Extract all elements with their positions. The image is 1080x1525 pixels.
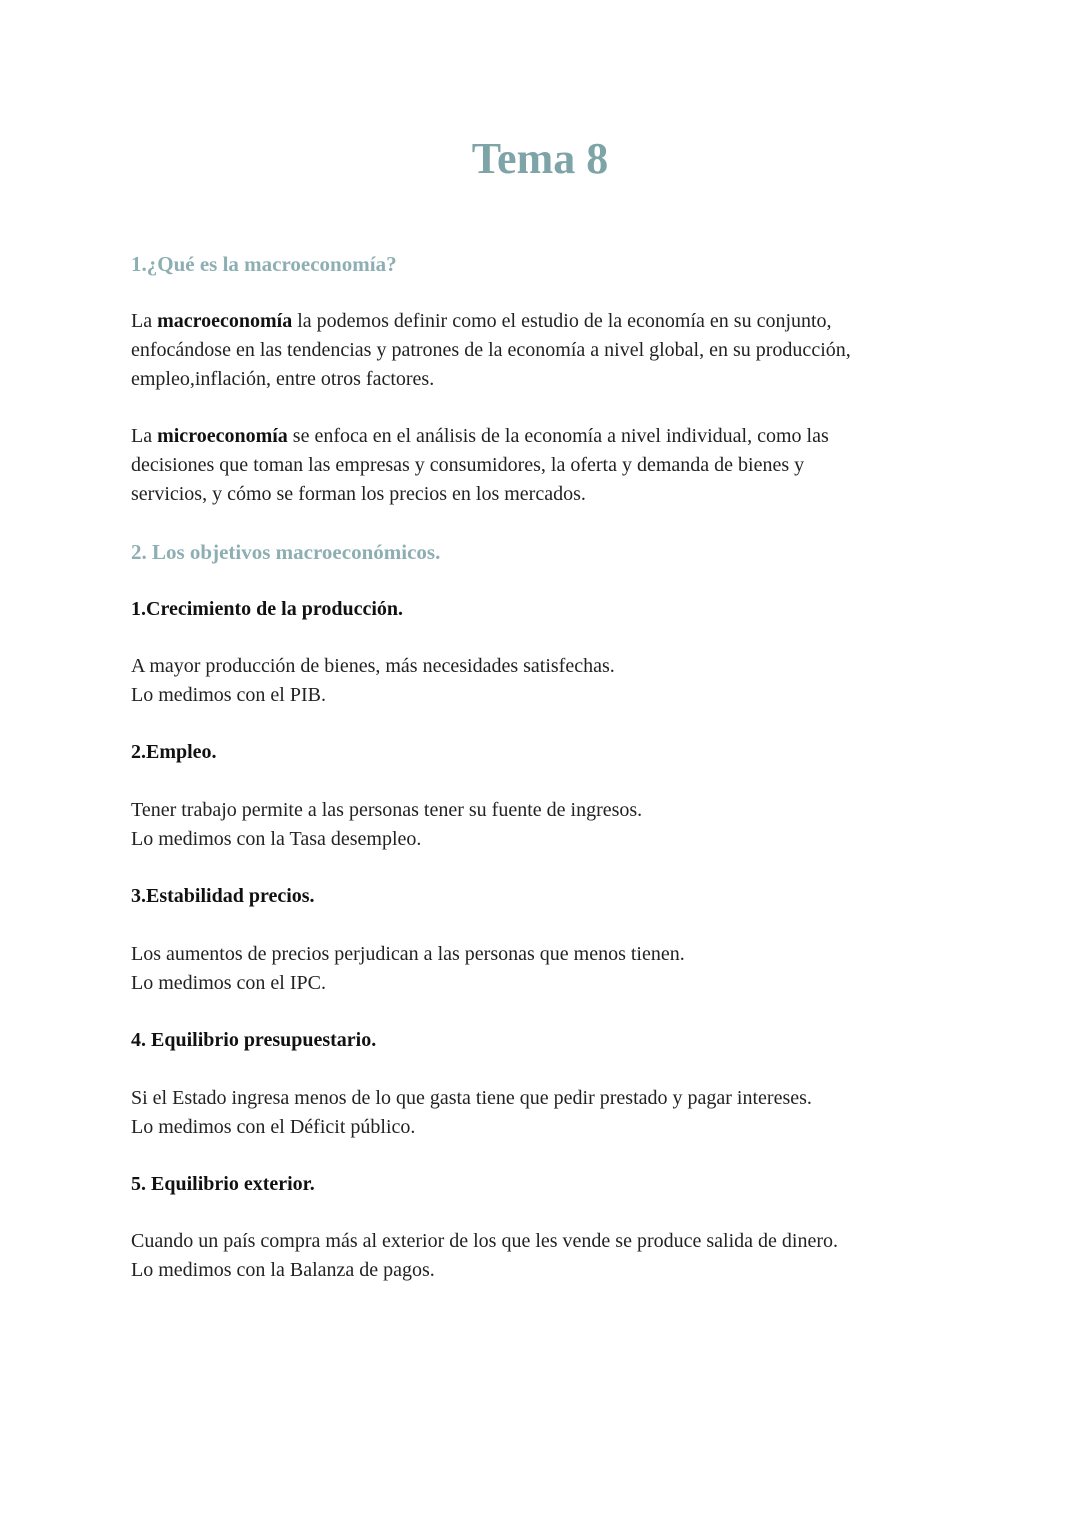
objective-description	[131, 1084, 931, 1142]
section-heading-objetivos: 2. Los objetivos macroeconómicos.	[131, 540, 441, 564]
term-macroeconomia: macroeconomía	[157, 310, 293, 332]
paragraph-microeconomia	[131, 422, 931, 509]
paragraph-line	[131, 307, 931, 336]
text-run: la podemos definir como el estudio de la economía en su conjunto,	[292, 310, 832, 332]
objective-heading: 4. Equilibrio presupuestario.	[131, 1029, 377, 1051]
paragraph-line: Lo medimos con la Balanza de pagos.	[131, 1259, 435, 1281]
page-title: Tema 8	[471, 134, 609, 183]
paragraph-line: Tener trabajo permite a las personas tener su fuente de ingresos.	[131, 799, 643, 821]
paragraph-line: Lo medimos con la Tasa desempleo.	[131, 828, 422, 850]
paragraph-line: Si el Estado ingresa menos de lo que gasta tiene que pedir prestado y pagar intereses.	[131, 1087, 812, 1109]
objective-heading: 3.Estabilidad precios.	[131, 885, 315, 907]
section-heading-macroeconomia: 1.¿Qué es la macroeconomía?	[131, 252, 397, 276]
paragraph-line: Lo medimos con el IPC.	[131, 972, 326, 994]
objective-description	[131, 1227, 931, 1285]
text-run: La	[131, 310, 158, 332]
paragraph-line: enfocándose en las tendencias y patrones de la economía a nivel global, en su producción,	[131, 339, 851, 361]
objective-heading: 2.Empleo.	[131, 741, 217, 763]
paragraph-line: empleo,inflación, entre otros factores.	[131, 368, 435, 390]
objective-heading: 1.Crecimiento de la producción.	[131, 598, 404, 620]
objective-description	[131, 796, 931, 854]
paragraph-macroeconomia	[131, 307, 931, 394]
paragraph-line: servicios, y cómo se forman los precios en los mercados.	[131, 483, 586, 505]
paragraph-line: Cuando un país compra más al exterior de los que les vende se produce salida de dinero.	[131, 1230, 839, 1252]
objective-description	[131, 652, 931, 710]
paragraph-line: Lo medimos con el Déficit público.	[131, 1116, 416, 1138]
term-microeconomia: microeconomía	[157, 425, 288, 447]
paragraph-line: A mayor producción de bienes, más necesidades satisfechas.	[131, 655, 615, 677]
text-run: La	[131, 425, 158, 447]
paragraph-line: decisiones que toman las empresas y consumidores, la oferta y demanda de bienes y	[131, 454, 805, 476]
paragraph-line: Lo medimos con el PIB.	[131, 684, 326, 706]
paragraph-line	[131, 422, 931, 451]
objective-description	[131, 940, 931, 998]
paragraph-line: Los aumentos de precios perjudican a las personas que menos tienen.	[131, 943, 685, 965]
text-run: se enfoca en el análisis de la economía a nivel individual, como las	[287, 425, 829, 447]
objective-heading: 5. Equilibrio exterior.	[131, 1173, 315, 1195]
